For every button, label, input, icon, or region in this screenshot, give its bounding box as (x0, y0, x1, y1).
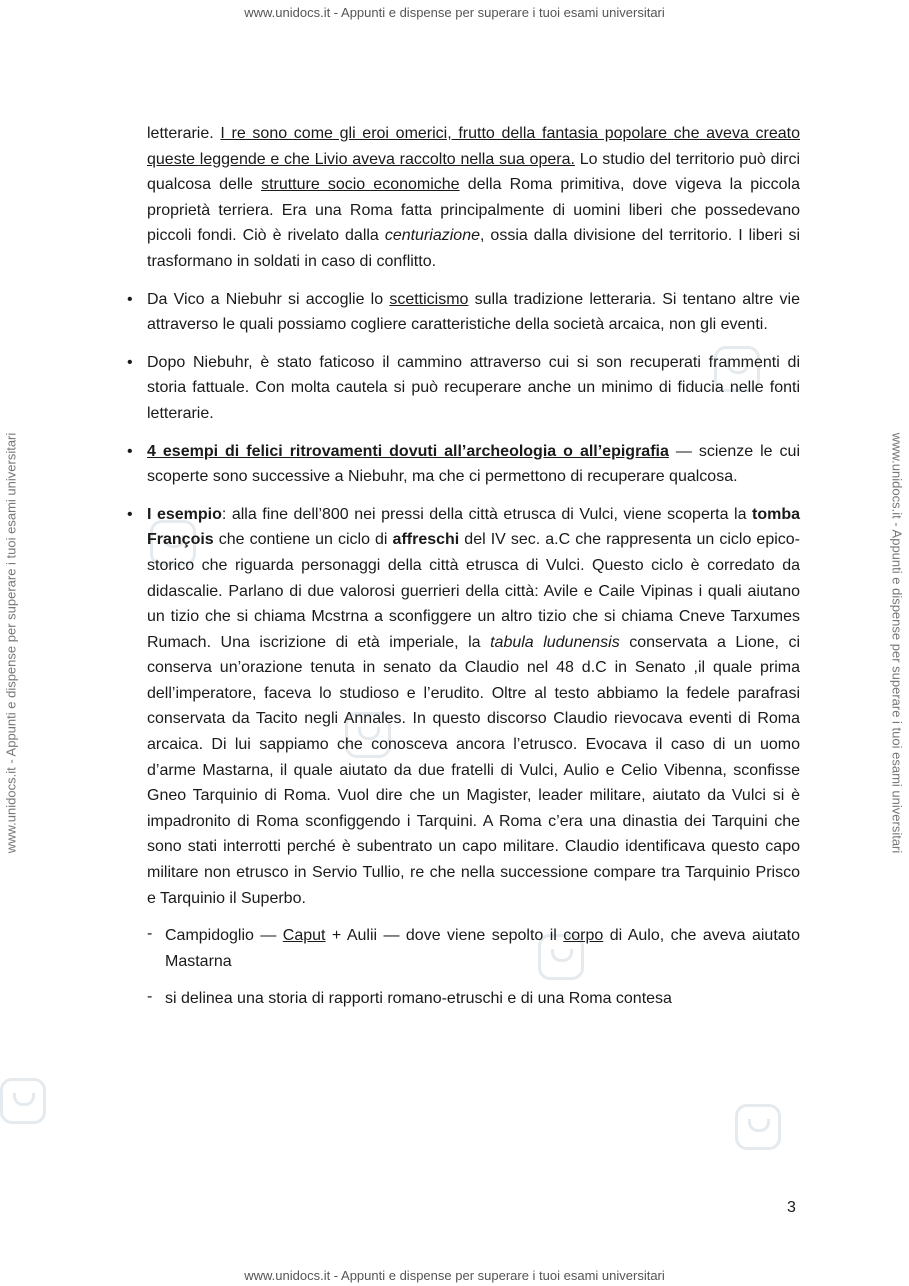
dash-list (165, 923, 800, 1012)
text-run: di Aulo, che aveva aiutato Mastarna (165, 927, 801, 970)
list-item (147, 502, 800, 1012)
underlined-text: strutture socio economiche (261, 176, 460, 194)
text-run: letterarie. (147, 125, 221, 142)
bold-text: tomba François (147, 505, 800, 549)
text-run: — scienze le cui scoperte sono successive a Niebuhr, ma che ci permettono di recuperare qualcosa. (147, 442, 801, 486)
page-number: 3 (787, 1199, 796, 1216)
document-body (147, 121, 800, 1012)
text-run: Campidoglio — (165, 927, 283, 945)
underlined-text: Caput (282, 927, 326, 945)
list-item (147, 350, 800, 427)
underlined-text: scetticismo (389, 290, 469, 308)
watermark-logo-icon (735, 1104, 781, 1150)
underlined-text: corpo (563, 927, 604, 945)
watermark-logo-icon (0, 1078, 46, 1124)
text-run: : alla fine dell’800 nei pressi della città etrusca di Vulci, viene scoperta la (221, 505, 752, 523)
text-run: della Roma primitiva, dove vigeva la piccola proprietà terriera. Era una Roma fatta principalmente di uomini liberi che possedevano piccoli fondi. Ciò è rivelato dalla (147, 176, 801, 245)
watermark-top: www.unidocs.it - Appunti e dispense per superare i tuoi esami universitari (244, 5, 665, 20)
text-run: conservata a Lione, ci conserva un’orazione tenuta in senato da Claudio nel 48 d.C in Senato ,il quale prima dell’imperatore, faceva lo studioso e l’erudito. Oltre al testo abbiamo la fedele parafrasi conservata da Tacito negli Annales. In questo discorso Claudio rievocava eventi di Roma arcaica. Di lui sappiamo che conosceva ancora l’etrusco. Evocava il caso di un uomo d’arme Mastarna, il quale aiutato da due fratelli di Vulci, Aulio e Celio Vibenna, sconfisse Gneo Tarquinio di Roma. Vuol dire che un Magister, leader militare, aiutato da Vulci si è impadronito di Roma sconfiggendo i Tarquini. A Roma c’era una dinastia dei Tarquini che sono stati interrotti perché è subentrato un capo militare. Claudio identificava questo capo militare non etrusco in Servio Tullio, re che nella successione compare tra Tarquinio Prisco e Tarquinio il Superbo. (147, 633, 801, 907)
text-run: che contiene un ciclo di (213, 531, 393, 549)
watermark-bottom: www.unidocs.it - Appunti e dispense per superare i tuoi esami universitari (244, 1268, 665, 1283)
text-run: sulla tradizione letteraria. Si tentano altre vie attraverso le quali possiamo cogliere caratteristiche della società arcaica, non gli eventi. (147, 290, 801, 334)
sub-list-item (165, 923, 800, 974)
bold-text: affreschi (392, 531, 460, 549)
text-run: + Aulii — dove viene sepolto il (325, 927, 564, 945)
italic-text: centuriazione (384, 227, 480, 245)
list-item (147, 287, 800, 338)
text-run: Da Vico a Niebuhr si accoglie lo (147, 290, 390, 308)
underlined-text: I re sono come gli eroi omerici, frutto della fantasia popolare che aveva creato queste leggende e che Livio aveva raccolto nella sua opera. (147, 125, 801, 168)
bullet-list (147, 287, 800, 1012)
text-run: , ossia dalla divisione del territorio. I liberi si trasformano in soldati in caso di conflitto. (147, 227, 801, 270)
list-item (147, 439, 800, 490)
watermark-right: www.unidocs.it - Appunti e dispense per superare i tuoi esami universitari (889, 432, 905, 854)
bold-text: I esempio (147, 505, 222, 523)
italic-text: tabula ludunensis (490, 633, 620, 651)
text-run: del IV sec. a.C che rappresenta un ciclo epico-storico che riguarda personaggi della città etrusca di Vulci. Questo ciclo è corredato da didascalie. Parlano di due valorosi guerrieri della città: Avile e Caile Vipinas i quali aiutano un tizio che si chiama Mcstrna a sconfiggere un altro tizio che si chiama Cneve Tarxumes Rumach. Una iscrizione di età imperiale, la (147, 531, 800, 651)
text-run: Dopo Niebuhr, è stato faticoso il cammino attraverso cui si son recuperati frammenti di storia fattuale. Con molta cautela si può recuperare anche un minimo di fiducia nelle fonti letterarie. (147, 353, 800, 422)
sub-list-item (165, 986, 800, 1012)
watermark-left: www.unidocs.it - Appunti e dispense per superare i tuoi esami universitari (3, 432, 19, 854)
bold-underlined-text: 4 esempi di felici ritrovamenti dovuti all’archeologia o all’epigrafia (147, 442, 669, 460)
text-run: Lo studio del territorio può dirci qualcosa delle (147, 150, 800, 194)
text-run: si delinea una storia di rapporti romano-etruschi e di una Roma contesa (165, 990, 672, 1008)
intro-paragraph (147, 121, 800, 275)
